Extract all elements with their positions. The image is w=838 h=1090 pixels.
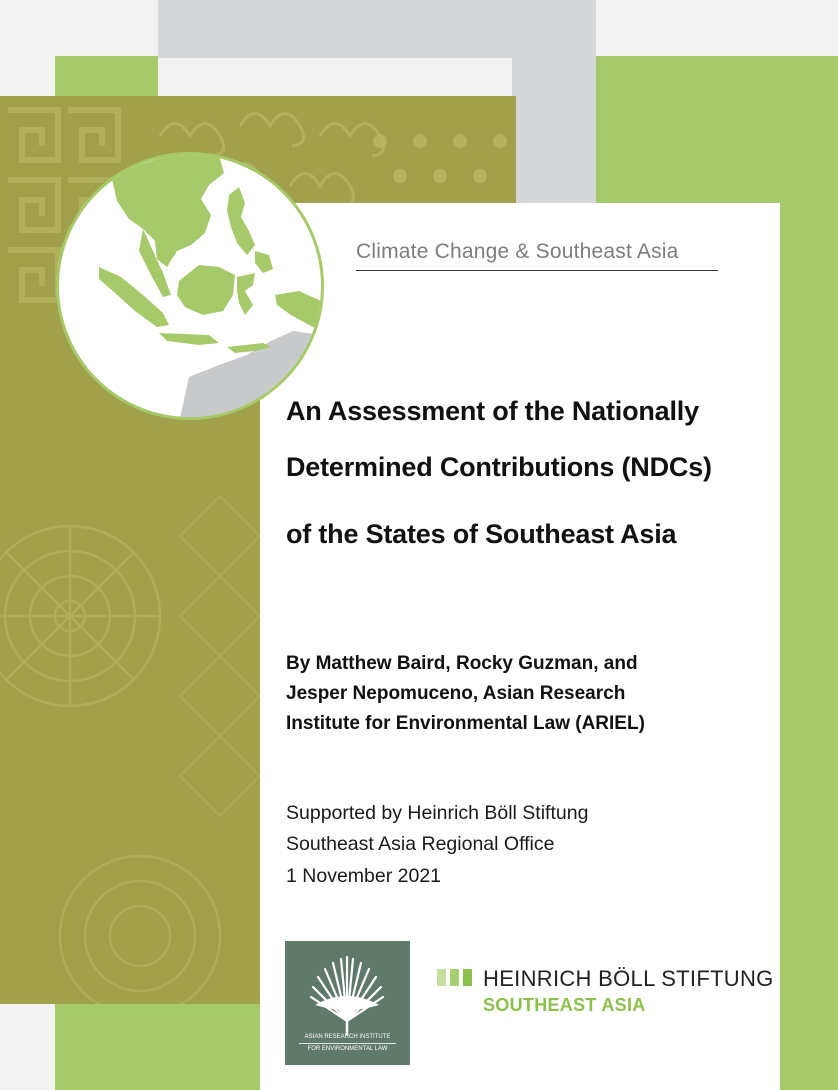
ariel-name-line-2: FOR ENVIRONMENTAL LAW (307, 1046, 388, 1052)
green-block-left-top (55, 56, 158, 98)
fan-palm-icon (285, 947, 410, 1037)
green-bars-icon (437, 969, 473, 986)
ariel-logo (285, 941, 410, 1065)
authors-line-1: By Matthew Baird, Rocky Guzman, and (286, 653, 638, 674)
publication-date: 1 November 2021 (286, 865, 442, 887)
report-title-line-1: An Assessment of the Nationally (286, 396, 699, 426)
hbs-name: HEINRICH BÖLL STIFTUNG (483, 966, 774, 991)
ariel-divider (299, 1043, 396, 1044)
gray-block-top (158, 0, 596, 58)
support-line-1: Supported by Heinrich Böll Stiftung (286, 802, 589, 824)
series-title: Climate Change & Southeast Asia (356, 240, 718, 271)
support-line-2: Southeast Asia Regional Office (286, 833, 555, 855)
southeast-asia-globe (56, 152, 324, 420)
authors-line-2: Jesper Nepomuceno, Asian Research (286, 683, 626, 704)
map-icon (59, 155, 324, 420)
hbs-region: SOUTHEAST ASIA (483, 995, 646, 1015)
report-title-line-2: Determined Contributions (NDCs) (286, 452, 712, 482)
ariel-name-line-1: ASIAN RESEARCH INSTITUTE (304, 1034, 391, 1040)
report-title-line-3: of the States of Southeast Asia (286, 519, 677, 549)
authors-line-3: Institute for Environmental Law (ARIEL) (286, 713, 645, 734)
green-block-bottom-left (55, 1004, 260, 1090)
gray-block-mid (512, 58, 596, 203)
